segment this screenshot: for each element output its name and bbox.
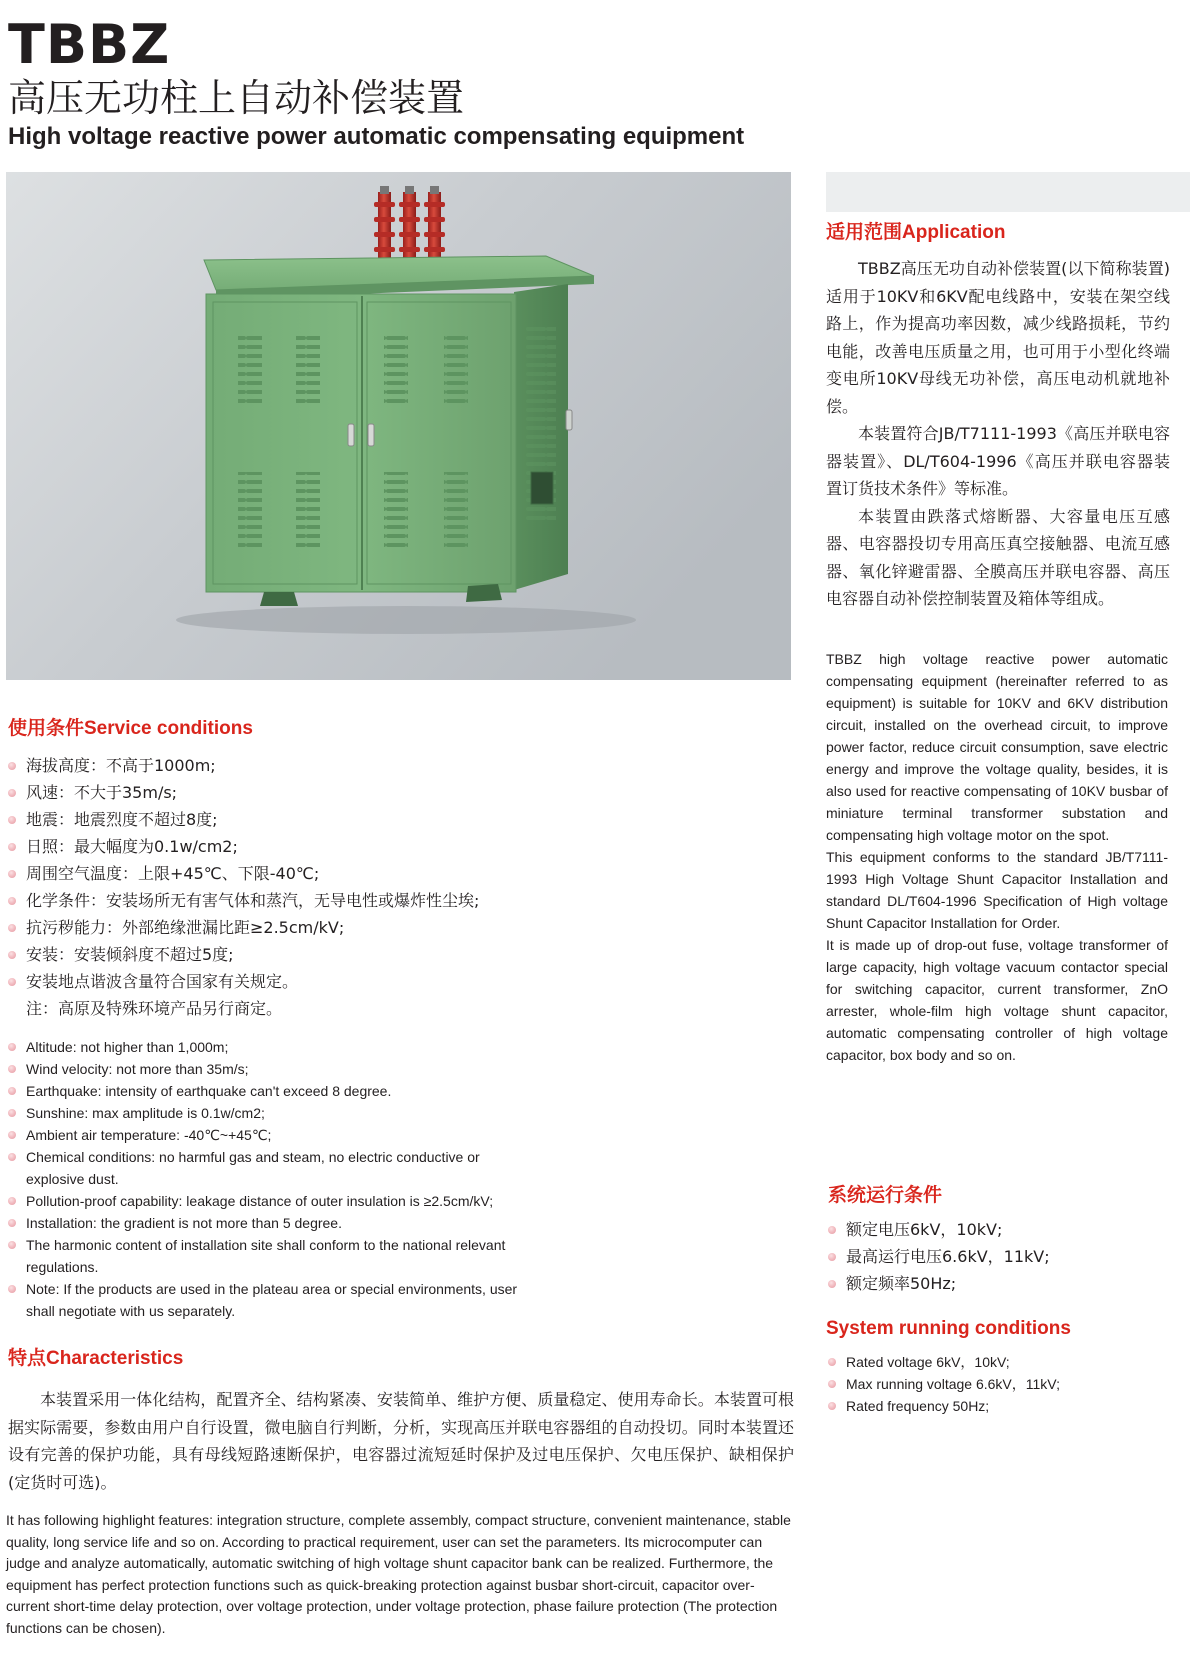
list-item: 安装：安装倾斜度不超过5度;	[6, 941, 786, 968]
list-item: Wind velocity: not more than 35m/s;	[6, 1058, 526, 1080]
product-photo	[6, 172, 791, 680]
arrester-group	[374, 186, 445, 262]
list-item: Earthquake: intensity of earthquake can't exceed 8 degree.	[6, 1080, 526, 1102]
title-english: High voltage reactive power automatic compensating equipment	[8, 123, 745, 150]
note-item: 注：高原及特殊环境产品另行商定。	[26, 999, 283, 1018]
application-cn-paragraph-1: TBBZ高压无功自动补偿装置(以下简称装置)适用于10KV和6KV配电线路中，安装在架空线路上，作为提高功率因数，减少线路损耗，节约电能，改善电压质量之用，也可用于小型化终端变电所10KV母线无功补偿，高压电动机就地补偿。	[826, 259, 1170, 416]
service-en-list	[6, 1036, 526, 1322]
title-chinese: 高压无功柱上自动补偿装置	[8, 76, 465, 120]
system-en-heading: System running conditions	[826, 1318, 1071, 1339]
list-item: Sunshine: max amplitude is 0.1w/cm2;	[6, 1102, 526, 1124]
system-cn-list	[826, 1216, 1166, 1297]
system-cn-heading: 系统运行条件	[828, 1185, 943, 1206]
list-item: Ambient air temperature: -40℃~+45℃;	[6, 1124, 526, 1146]
list-item: Installation: the gradient is not more than 5 degree.	[6, 1212, 526, 1234]
application-cn-text	[826, 255, 1170, 613]
list-item: Altitude: not higher than 1,000m;	[6, 1036, 526, 1058]
application-heading: 适用范围Application	[826, 222, 1006, 243]
list-item: Rated frequency 50Hz;	[826, 1395, 1166, 1417]
application-cn-paragraph-2: 本装置符合JB/T7111-1993《高压并联电容器装置》、DL/T604-1996《高压并联电容器装置订货技术条件》等标准。	[826, 424, 1170, 498]
application-en-text	[826, 648, 1168, 1066]
list-item: 安装地点谐波含量符合国家有关规定。	[6, 968, 786, 995]
service-cn-list	[6, 752, 786, 1022]
header-band	[826, 172, 1190, 212]
list-item: 风速：不大于35m/s;	[6, 779, 786, 806]
list-item: 额定电压6kV，10kV;	[826, 1216, 1166, 1243]
list-item: 海拔高度：不高于1000m;	[6, 752, 786, 779]
system-en-list	[826, 1351, 1166, 1417]
application-en-paragraph-2: This equipment conforms to the standard JB/T7111-1993 High Voltage Shunt Capacitor Installation and standard DL/T604-1996 Specification of High voltage Shunt Capacitor Installation for Order.	[826, 849, 1168, 931]
list-item: Pollution-proof capability: leakage distance of outer insulation is ≥2.5cm/kV;	[6, 1190, 526, 1212]
list-item: Rated voltage 6kV，10kV;	[826, 1351, 1166, 1373]
list-item: Max running voltage 6.6kV，11kV;	[826, 1373, 1166, 1395]
model-code: TBBZ	[8, 13, 171, 76]
characteristics-en-text	[6, 1510, 796, 1639]
list-item: 日照：最大幅度为0.1w/cm2;	[6, 833, 786, 860]
list-item: 最高运行电压6.6kV，11kV;	[826, 1243, 1166, 1270]
list-item: 额定频率50Hz;	[826, 1270, 1166, 1297]
list-item: 抗污秽能力：外部绝缘泄漏比距≥2.5cm/kV;	[6, 914, 786, 941]
application-cn-paragraph-3: 本装置由跌落式熔断器、大容量电压互感器、电容器投切专用高压真空接触器、电流互感器、氧化锌避雷器、全膜高压并联电容器、高压电容器自动补偿控制装置及箱体等组成。	[826, 506, 1170, 608]
list-item: 周围空气温度：上限+45℃、下限-40℃;	[6, 860, 786, 887]
characteristics-en-paragraph: It has following highlight features: integration structure, complete assembly, compact structure, convenient maintenance, stable quality, long service life and so on. According to practical requirement, user can set the parameters. Its microcomputer can judge and analyze automatically, automatic switching of high voltage shunt capacitor bank can be realized. Furthermore, the equipment has perfect protection functions such as quick-breaking protection against busbar short-circuit, capacitor over-current short-time delay protection, over voltage protection, under voltage protection, phase failure protection (The protection functions can be chosen).	[6, 1512, 791, 1636]
service-heading: 使用条件Service conditions	[8, 718, 253, 739]
list-item: Note: If the products are used in the plateau area or special environments, user shall negotiate with us separately.	[6, 1278, 526, 1322]
characteristics-heading: 特点Characteristics	[8, 1348, 184, 1369]
list-item: Chemical conditions: no harmful gas and steam, no electric conductive or explosive dust.	[6, 1146, 526, 1190]
list-item: 化学条件：安装场所无有害气体和蒸汽，无导电性或爆炸性尘埃;	[6, 887, 786, 914]
list-item: The harmonic content of installation site shall conform to the national relevant regulations.	[6, 1234, 526, 1278]
characteristics-cn-paragraph: 本装置采用一体化结构，配置齐全、结构紧凑、安装简单、维护方便、质量稳定、使用寿命长。本装置可根据实际需要，参数由用户自行设置，微电脑自行判断，分析，实现高压并联电容器组的自动投切。同时本装置还设有完善的保护功能，具有母线短路速断保护，电容器过流短延时保护及过电压保护、欠电压保护、缺相保护(定货时可选)。	[8, 1390, 794, 1492]
characteristics-cn-text	[8, 1386, 794, 1496]
list-item: 地震：地震烈度不超过8度;	[6, 806, 786, 833]
application-en-paragraph-1: TBBZ high voltage reactive power automatic compensating equipment (hereinafter referred to as equipment) is suitable for 10KV and 6KV distribution circuit, installed on the overhead circuit, to improve power factor, reduce circuit consumption, save electric energy and improve the voltage quality, besides, it is also used for reactive compensating of 10KV busbar of miniature terminal transformer substation and compensating high voltage motor on the spot.	[826, 651, 1168, 843]
application-en-paragraph-3: It is made up of drop-out fuse, voltage transformer of large capacity, high voltage vacuum contactor special for switching capacitor, current transformer, ZnO arrester, whole-film high voltage shunt capacitor, automatic compensating controller of high voltage capacitor, box body and so on.	[826, 937, 1168, 1063]
